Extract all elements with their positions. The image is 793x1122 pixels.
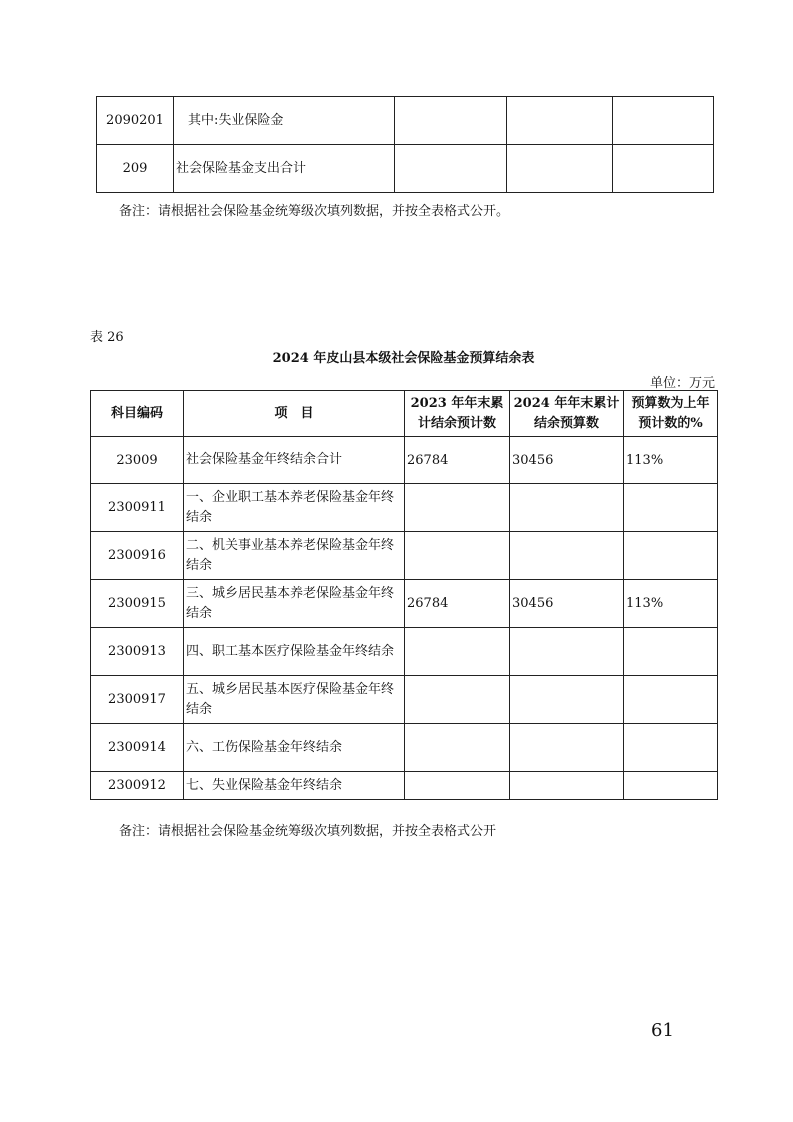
table-row xyxy=(91,724,718,772)
row-prev xyxy=(405,532,510,580)
header-row xyxy=(91,391,718,437)
table-row xyxy=(91,437,718,484)
row-prev: 26784 xyxy=(405,580,510,628)
table-row xyxy=(91,676,718,724)
row-pct: 113% xyxy=(624,437,718,484)
table-row xyxy=(97,145,714,193)
row-prev xyxy=(405,724,510,772)
row-pct: 113% xyxy=(624,580,718,628)
row-pct xyxy=(624,772,718,800)
row-code: 2300912 xyxy=(91,772,184,800)
table-row xyxy=(91,532,718,580)
row-code: 2090201 xyxy=(97,97,174,145)
top-table xyxy=(96,96,714,193)
row-prev: 26784 xyxy=(405,437,510,484)
page-number: 61 xyxy=(651,1020,674,1041)
row-pct xyxy=(624,724,718,772)
main-table xyxy=(90,390,718,800)
row-budget xyxy=(510,676,624,724)
row-budget: 30456 xyxy=(510,437,624,484)
table-label: 表 26 xyxy=(90,330,124,345)
header-code: 科目编码 xyxy=(91,391,184,437)
bottom-note: 备注：请根据社会保险基金统筹级次填列数据，并按全表格式公开 xyxy=(119,824,497,839)
row-code: 2300915 xyxy=(91,580,184,628)
row-code: 23009 xyxy=(91,437,184,484)
row-budget xyxy=(510,772,624,800)
top-note: 备注：请根据社会保险基金统筹级次填列数据，并按全表格式公开。 xyxy=(119,204,510,219)
row-pct xyxy=(624,484,718,532)
row-prev xyxy=(405,628,510,676)
row-code: 2300914 xyxy=(91,724,184,772)
row-name: 六、工伤保险基金年终结余 xyxy=(184,724,405,772)
table-row xyxy=(97,97,714,145)
row-budget xyxy=(510,484,624,532)
row-code: 2300917 xyxy=(91,676,184,724)
row-pct xyxy=(624,676,718,724)
row-budget xyxy=(510,724,624,772)
header-prev: 2023 年年末累计结余预计数 xyxy=(405,391,510,437)
header-pct: 预算数为上年预计数的% xyxy=(624,391,718,437)
row-budget xyxy=(510,628,624,676)
row-prev xyxy=(405,676,510,724)
row-name: 二、机关事业基本养老保险基金年终结余 xyxy=(184,532,405,580)
row-name: 七、失业保险基金年终结余 xyxy=(184,772,405,800)
row-name: 三、城乡居民基本养老保险基金年终结余 xyxy=(184,580,405,628)
row-code: 2300916 xyxy=(91,532,184,580)
table-row xyxy=(91,484,718,532)
row-code: 2300913 xyxy=(91,628,184,676)
page-title: 2024 年皮山县本级社会保险基金预算结余表 xyxy=(272,351,535,366)
row-prev xyxy=(405,772,510,800)
header-item: 项 目 xyxy=(184,391,405,437)
row-name: 社会保险基金支出合计 xyxy=(174,145,395,193)
table-row xyxy=(91,628,718,676)
row-budget: 30456 xyxy=(510,580,624,628)
row-name: 五、城乡居民基本医疗保险基金年终结余 xyxy=(184,676,405,724)
unit-label: 单位：万元 xyxy=(649,376,715,391)
row-name: 一、企业职工基本养老保险基金年终结余 xyxy=(184,484,405,532)
row-budget xyxy=(510,532,624,580)
row-code: 2300911 xyxy=(91,484,184,532)
table-row xyxy=(91,580,718,628)
table-row xyxy=(91,772,718,800)
row-code: 209 xyxy=(97,145,174,193)
header-budget: 2024 年年末累计结余预算数 xyxy=(510,391,624,437)
row-pct xyxy=(624,532,718,580)
row-prev xyxy=(405,484,510,532)
row-name: 四、职工基本医疗保险基金年终结余 xyxy=(184,628,405,676)
row-name: 社会保险基金年终结余合计 xyxy=(184,437,405,484)
row-pct xyxy=(624,628,718,676)
row-name: 其中:失业保险金 xyxy=(174,97,395,145)
